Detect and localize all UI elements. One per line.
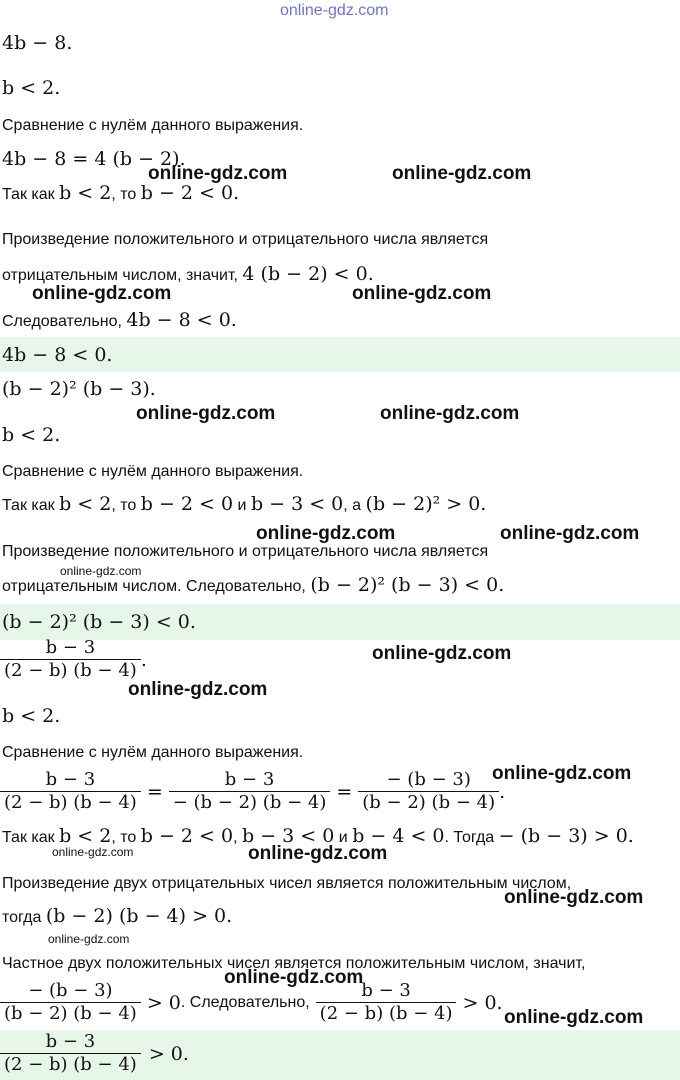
conclusion-line: отрицательным числом. Следовательно, (b − 2)² (b − 3) < 0. xyxy=(2,574,505,596)
watermark: online-gdz.com xyxy=(136,403,276,424)
watermark: online-gdz.com xyxy=(352,283,492,304)
condition-3: b < 2. xyxy=(2,705,61,727)
watermark: online-gdz.com xyxy=(392,163,532,184)
conclusion-fractions: $\frac{- (b - 3)}{(b - 2) (b - 4)}$ > 0 . Следовательно, $\frac{b - 3}{(2 - b) (b - 4)}$ > 0. xyxy=(0,980,503,1025)
conclusion-line: Следовательно, 4b − 8 < 0. xyxy=(2,309,237,331)
condition-1: b < 2. xyxy=(2,77,61,99)
conclusion-line: отрицательным числом, значит, 4 (b − 2) < 0. xyxy=(2,263,374,285)
site-header-link[interactable]: online-gdz.com xyxy=(280,2,389,19)
expression-1: 4b − 8. xyxy=(2,32,73,54)
answer-2: (b − 2)² (b − 3) < 0. xyxy=(2,611,196,633)
watermark-small: online-gdz.com xyxy=(60,564,142,578)
expression-3: $\frac{b - 3}{(2 - b) (b - 4)}$ . xyxy=(0,637,147,682)
step-text: Произведение положительного и отрицательного числа является xyxy=(2,231,489,248)
step-text: Сравнение с нулём данного выражения. xyxy=(2,744,304,761)
watermark: online-gdz.com xyxy=(500,523,640,544)
watermark: online-gdz.com xyxy=(256,523,396,544)
reason-line: Так как b < 2, то b − 2 < 0 и b − 3 < 0, а (b − 2)² > 0. xyxy=(2,493,487,515)
expression-2: (b − 2)² (b − 3). xyxy=(2,378,156,400)
transform-equation: $\frac{b - 3}{(2 - b) (b - 4)}$ = $\frac{b - 3}{- (b - 2) (b - 4)}$ = $\frac{- (b - 3)}{(b - 2) (b - 4)}$ . xyxy=(0,769,505,814)
factored-expression: 4b − 8 = 4 (b − 2). xyxy=(2,148,186,170)
watermark-small: online-gdz.com xyxy=(52,845,134,859)
answer-1: 4b − 8 < 0. xyxy=(2,344,113,366)
reason-line: Так как b < 2, то b − 2 < 0, b − 3 < 0 и b − 4 < 0. Тогда − (b − 3) > 0. xyxy=(2,825,634,847)
condition-2: b < 2. xyxy=(2,424,61,446)
watermark: online-gdz.com xyxy=(32,283,172,304)
watermark-small: online-gdz.com xyxy=(48,932,130,946)
watermark: online-gdz.com xyxy=(492,763,632,784)
watermark: online-gdz.com xyxy=(248,843,388,864)
step-text: Произведение двух отрицательных чисел является положительным числом, xyxy=(2,875,572,892)
watermark: online-gdz.com xyxy=(504,1007,644,1028)
watermark: online-gdz.com xyxy=(128,679,268,700)
watermark: online-gdz.com xyxy=(504,887,644,908)
step-text: Сравнение с нулём данного выражения. xyxy=(2,117,304,134)
watermark: online-gdz.com xyxy=(148,163,288,184)
answer-3: $\frac{b - 3}{(2 - b) (b - 4)}$ > 0. xyxy=(0,1031,189,1076)
step-text: Произведение положительного и отрицательного числа является xyxy=(2,543,489,560)
watermark: online-gdz.com xyxy=(372,643,512,664)
watermark: online-gdz.com xyxy=(380,403,520,424)
step-text: Частное двух положительных чисел является положительным числом, значит, xyxy=(2,955,586,972)
watermark: online-gdz.com xyxy=(224,967,364,988)
reason-line: Так как b < 2, то b − 2 < 0. xyxy=(2,182,240,204)
step-text: Сравнение с нулём данного выражения. xyxy=(2,463,304,480)
conclusion-line: тогда (b − 2) (b − 4) > 0. xyxy=(2,905,233,927)
